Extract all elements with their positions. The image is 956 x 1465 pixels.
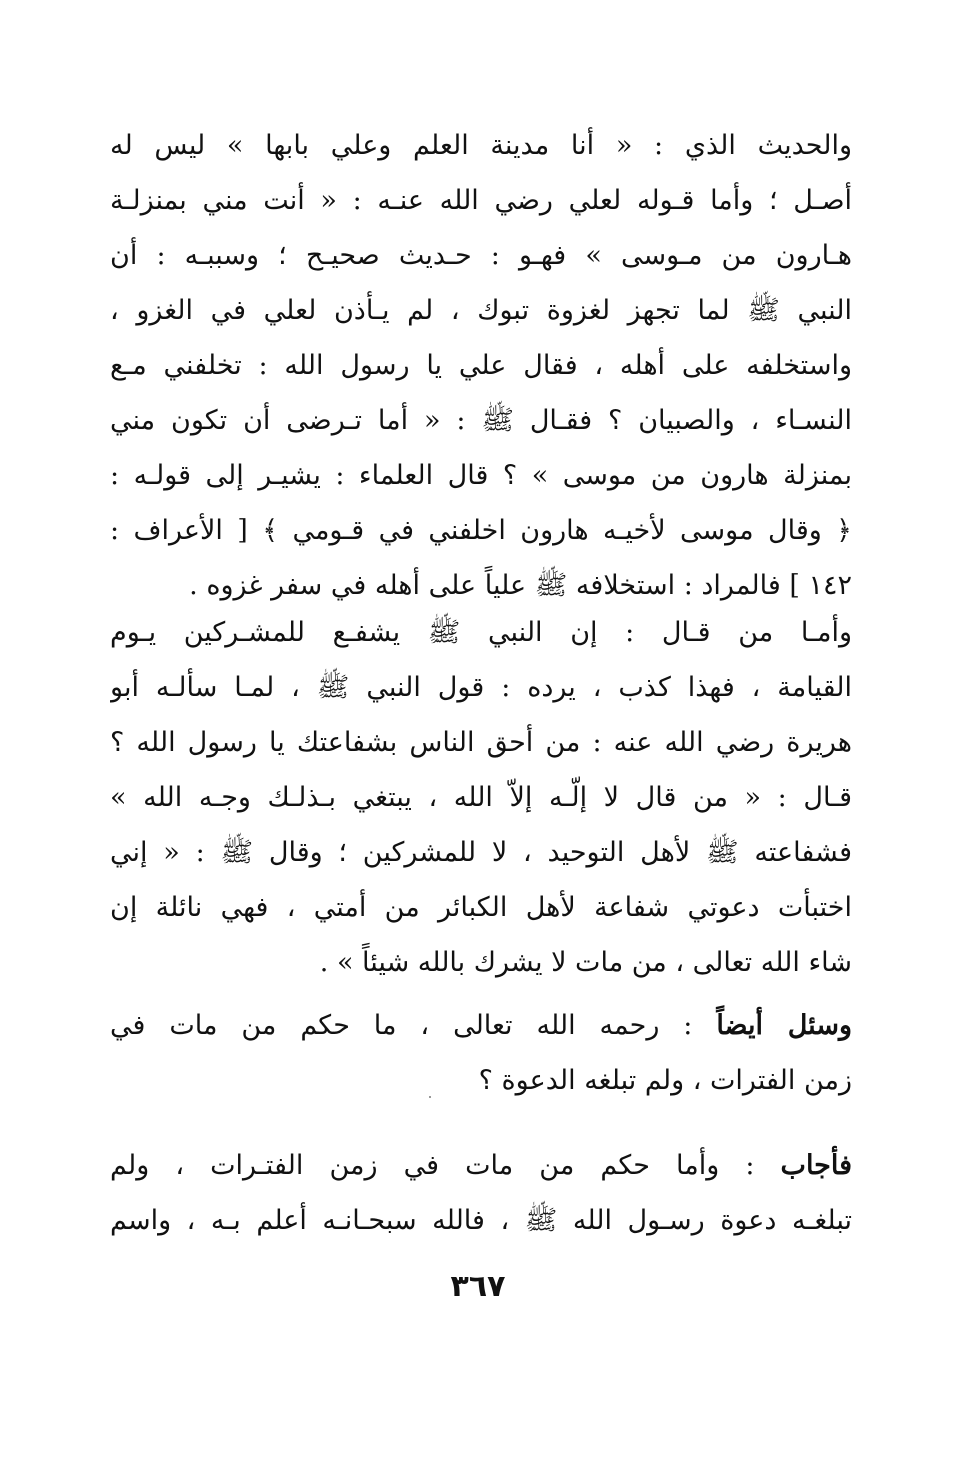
text-line: تبلغـه دعوة رسـول الله ﷺ ، فالله سبحـانـه أعلم بـه ، واسم: [110, 1205, 852, 1236]
question-text: : رحمه الله تعالى ، ما حكم من مات في: [110, 1010, 717, 1041]
print-speck: [429, 1096, 431, 1098]
text-line: والحديث الذي : « أنا مدينة العلم وعلي بابها » ليس له: [110, 130, 852, 161]
page-number: ٣٦٧: [450, 1269, 506, 1304]
text-line: النبي ﷺ لما تجهز لغزوة تبوك ، لم يـأذن لعلي في الغزو ،: [110, 295, 852, 326]
answer-lead: فأجاب: [780, 1150, 852, 1181]
question-lead: وسئل أيضاً: [716, 1010, 852, 1041]
text-line: فشفاعته ﷺ لأهل التوحيد ، لا للمشركين ؛ وقال ﷺ : « إني: [110, 837, 852, 868]
text-line: [110, 1138, 852, 1193]
text-line: قـال : « من قال لا إلّـه إلاّ الله ، يبتغي بـذلـك وجـه الله »: [110, 782, 852, 813]
text-line: القيامة ، فهذا كذب ، يرده : قول النبي ﷺ ، لمـا سألـه أبو: [110, 672, 852, 703]
text-line: زمن الفترات ، ولم تبلغه الدعوة ؟: [478, 1065, 852, 1096]
text-line: النسـاء ، والصبيان ؟ فقـال ﷺ : « أما تـرضى أن تكون مني: [110, 405, 852, 436]
paragraph-question: [110, 998, 852, 1108]
text-line: شاء الله تعالى ، من مات لا يشرك بالله شيئاً » .: [319, 947, 852, 978]
text-line: واستخلفه على أهله ، فقال علي يا رسول الله : تخلفني مـع: [110, 350, 852, 381]
text-line: ١٤٢ ] فالمراد : استخلافه ﷺ علياً على أهله في سفر غزوه .: [189, 570, 852, 601]
text-line: بمنزلة هارون من موسى » ؟ قال العلماء : يشيـر إلى قولـه :: [110, 460, 852, 491]
text-line: هـارون من مـوسى » فهـو : حـديث صحيـح ؛ وسببـه : أن: [110, 240, 852, 271]
text-line: هريرة رضي الله عنه : من أحق الناس بشفاعتك يا رسول الله ؟: [110, 727, 852, 758]
paragraph-hadith-madinat-al-ilm: [110, 118, 852, 613]
paragraph-answer: [110, 1138, 852, 1248]
answer-text: : وأما حكم من مات في زمن الفتـرات ، ولم: [110, 1150, 781, 1181]
text-line: وأمـا من قـال : إن النبي ﷺ يشفـع للمشـركين يـوم: [110, 617, 852, 648]
text-line: اختبأت دعوتي شفاعة لأهل الكبائر من أمتي ، فهي نائلة إن: [110, 892, 852, 923]
text-line: أصـل ؛ وأما قـوله لعلي رضي الله عنـه : « أنت مني بمنزلـة: [110, 185, 852, 216]
text-line: [110, 998, 852, 1053]
text-line: ﴿ وقال موسى لأخيـه هارون اخلفني في قـومي ﴾ [ الأعراف :: [110, 515, 852, 546]
paragraph-shafaa: [110, 605, 852, 990]
